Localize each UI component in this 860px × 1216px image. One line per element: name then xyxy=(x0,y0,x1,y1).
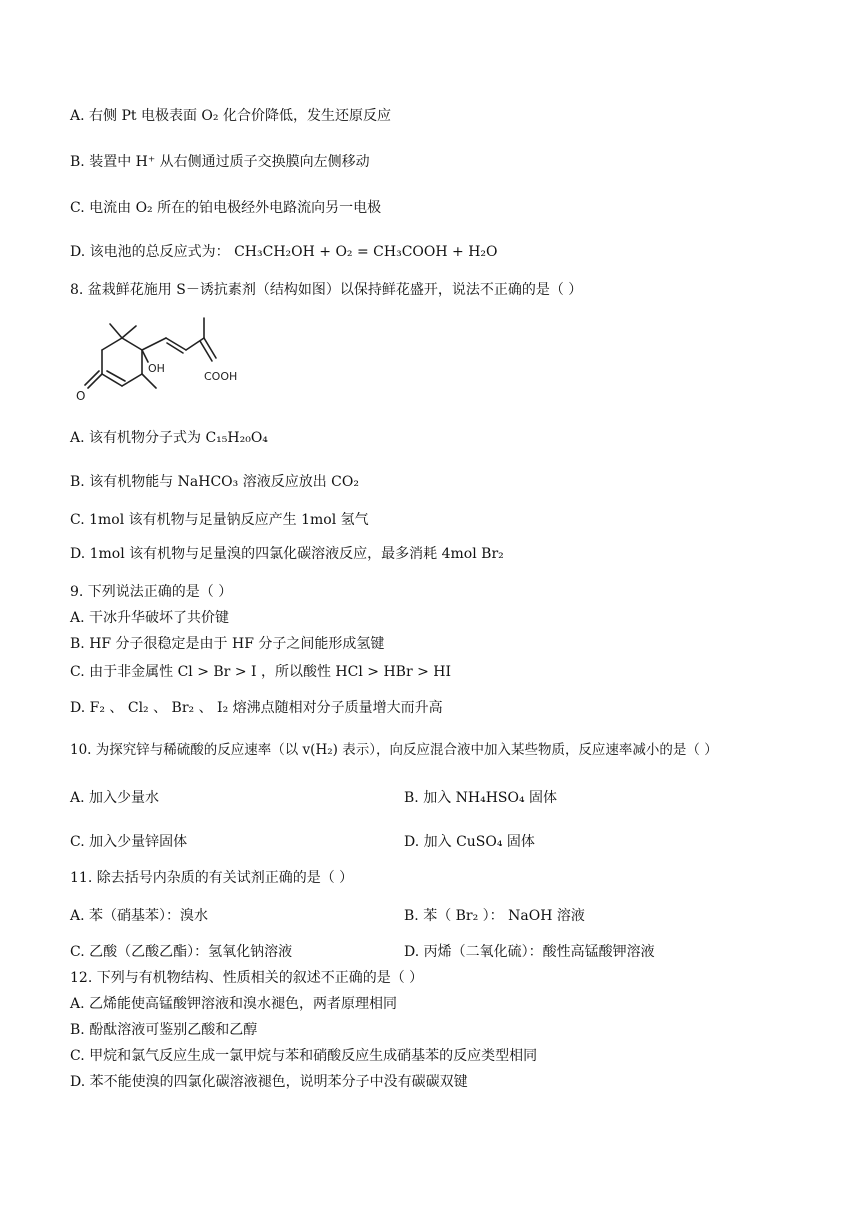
s-abscisic-acid-structure xyxy=(76,308,256,406)
q7-option-c: C. 电流由 O₂ 所在的铂电极经外电路流向另一电极 xyxy=(70,200,382,216)
q12-stem: 12. 下列与有机物结构、性质相关的叙述不正确的是（ ） xyxy=(70,970,424,986)
q11-option-a: A. 苯（硝基苯）：溴水 xyxy=(70,908,209,924)
cooh-label: COOH xyxy=(204,370,238,383)
q8-option-d: D. 1mol 该有机物与足量溴的四氯化碳溶液反应，最多消耗 4mol Br₂ xyxy=(70,546,504,562)
q7-option-d: D. 该电池的总反应式为： CH₃CH₂OH + O₂ = CH₃COOH + H₂O xyxy=(70,244,498,260)
oh-label: OH xyxy=(148,362,165,375)
q8-option-b: B. 该有机物能与 NaHCO₃ 溶液反应放出 CO₂ xyxy=(70,474,359,490)
q12-option-a: A. 乙烯能使高锰酸钾溶液和溴水褪色，两者原理相同 xyxy=(70,996,398,1012)
q11-option-b: B. 苯（ Br₂ ）： NaOH 溶液 xyxy=(404,908,585,924)
q10-option-c: C. 加入少量锌固体 xyxy=(70,834,188,850)
q12-option-d: D. 苯不能使溴的四氯化碳溶液褪色，说明苯分子中没有碳碳双键 xyxy=(70,1074,468,1090)
q9-option-b: B. HF 分子很稳定是由于 HF 分子之间能形成氢键 xyxy=(70,636,385,652)
q9-option-d: D. F₂ 、 Cl₂ 、 Br₂ 、 I₂ 熔沸点随相对分子质量增大而升高 xyxy=(70,700,443,716)
q11-option-d: D. 丙烯（二氧化硫）：酸性高锰酸钾溶液 xyxy=(404,944,655,960)
q10-option-b: B. 加入 NH₄HSO₄ 固体 xyxy=(404,790,558,806)
q12-option-c: C. 甲烷和氯气反应生成一氯甲烷与苯和硝酸反应生成硝基苯的反应类型相同 xyxy=(70,1048,538,1064)
q9-option-a: A. 干冰升华破坏了共价键 xyxy=(70,610,230,626)
q11-option-c: C. 乙酸（乙酸乙酯）：氢氧化钠溶液 xyxy=(70,944,293,960)
q11-stem: 11. 除去括号内杂质的有关试剂正确的是（ ） xyxy=(70,870,354,886)
ketone-oxygen-label: O xyxy=(76,389,86,403)
q10-option-a: A. 加入少量水 xyxy=(70,790,160,806)
q7-option-b: B. 装置中 H⁺ 从右侧通过质子交换膜向左侧移动 xyxy=(70,154,370,170)
q12-option-b: B. 酚酞溶液可鉴别乙酸和乙醇 xyxy=(70,1022,258,1038)
q9-option-c: C. 由于非金属性 Cl > Br > I ，所以酸性 HCl > HBr > HI xyxy=(70,664,452,680)
q8-option-a: A. 该有机物分子式为 C₁₅H₂₀O₄ xyxy=(70,430,268,446)
q8-option-c: C. 1mol 该有机物与足量钠反应产生 1mol 氢气 xyxy=(70,512,369,528)
q7-option-a: A. 右侧 Pt 电极表面 O₂ 化合价降低，发生还原反应 xyxy=(70,108,391,124)
q9-stem: 9. 下列说法正确的是（ ） xyxy=(70,584,233,600)
q8-stem: 8. 盆栽鲜花施用 S－诱抗素剂（结构如图）以保持鲜花盛开，说法不正确的是（ ） xyxy=(70,282,583,298)
q10-option-d: D. 加入 CuSO₄ 固体 xyxy=(404,834,535,850)
q10-stem: 10. 为探究锌与稀硫酸的反应速率（以 v(H₂) 表示），向反应混合液中加入某些物质，反应速率减小的是（ ） xyxy=(70,742,718,758)
